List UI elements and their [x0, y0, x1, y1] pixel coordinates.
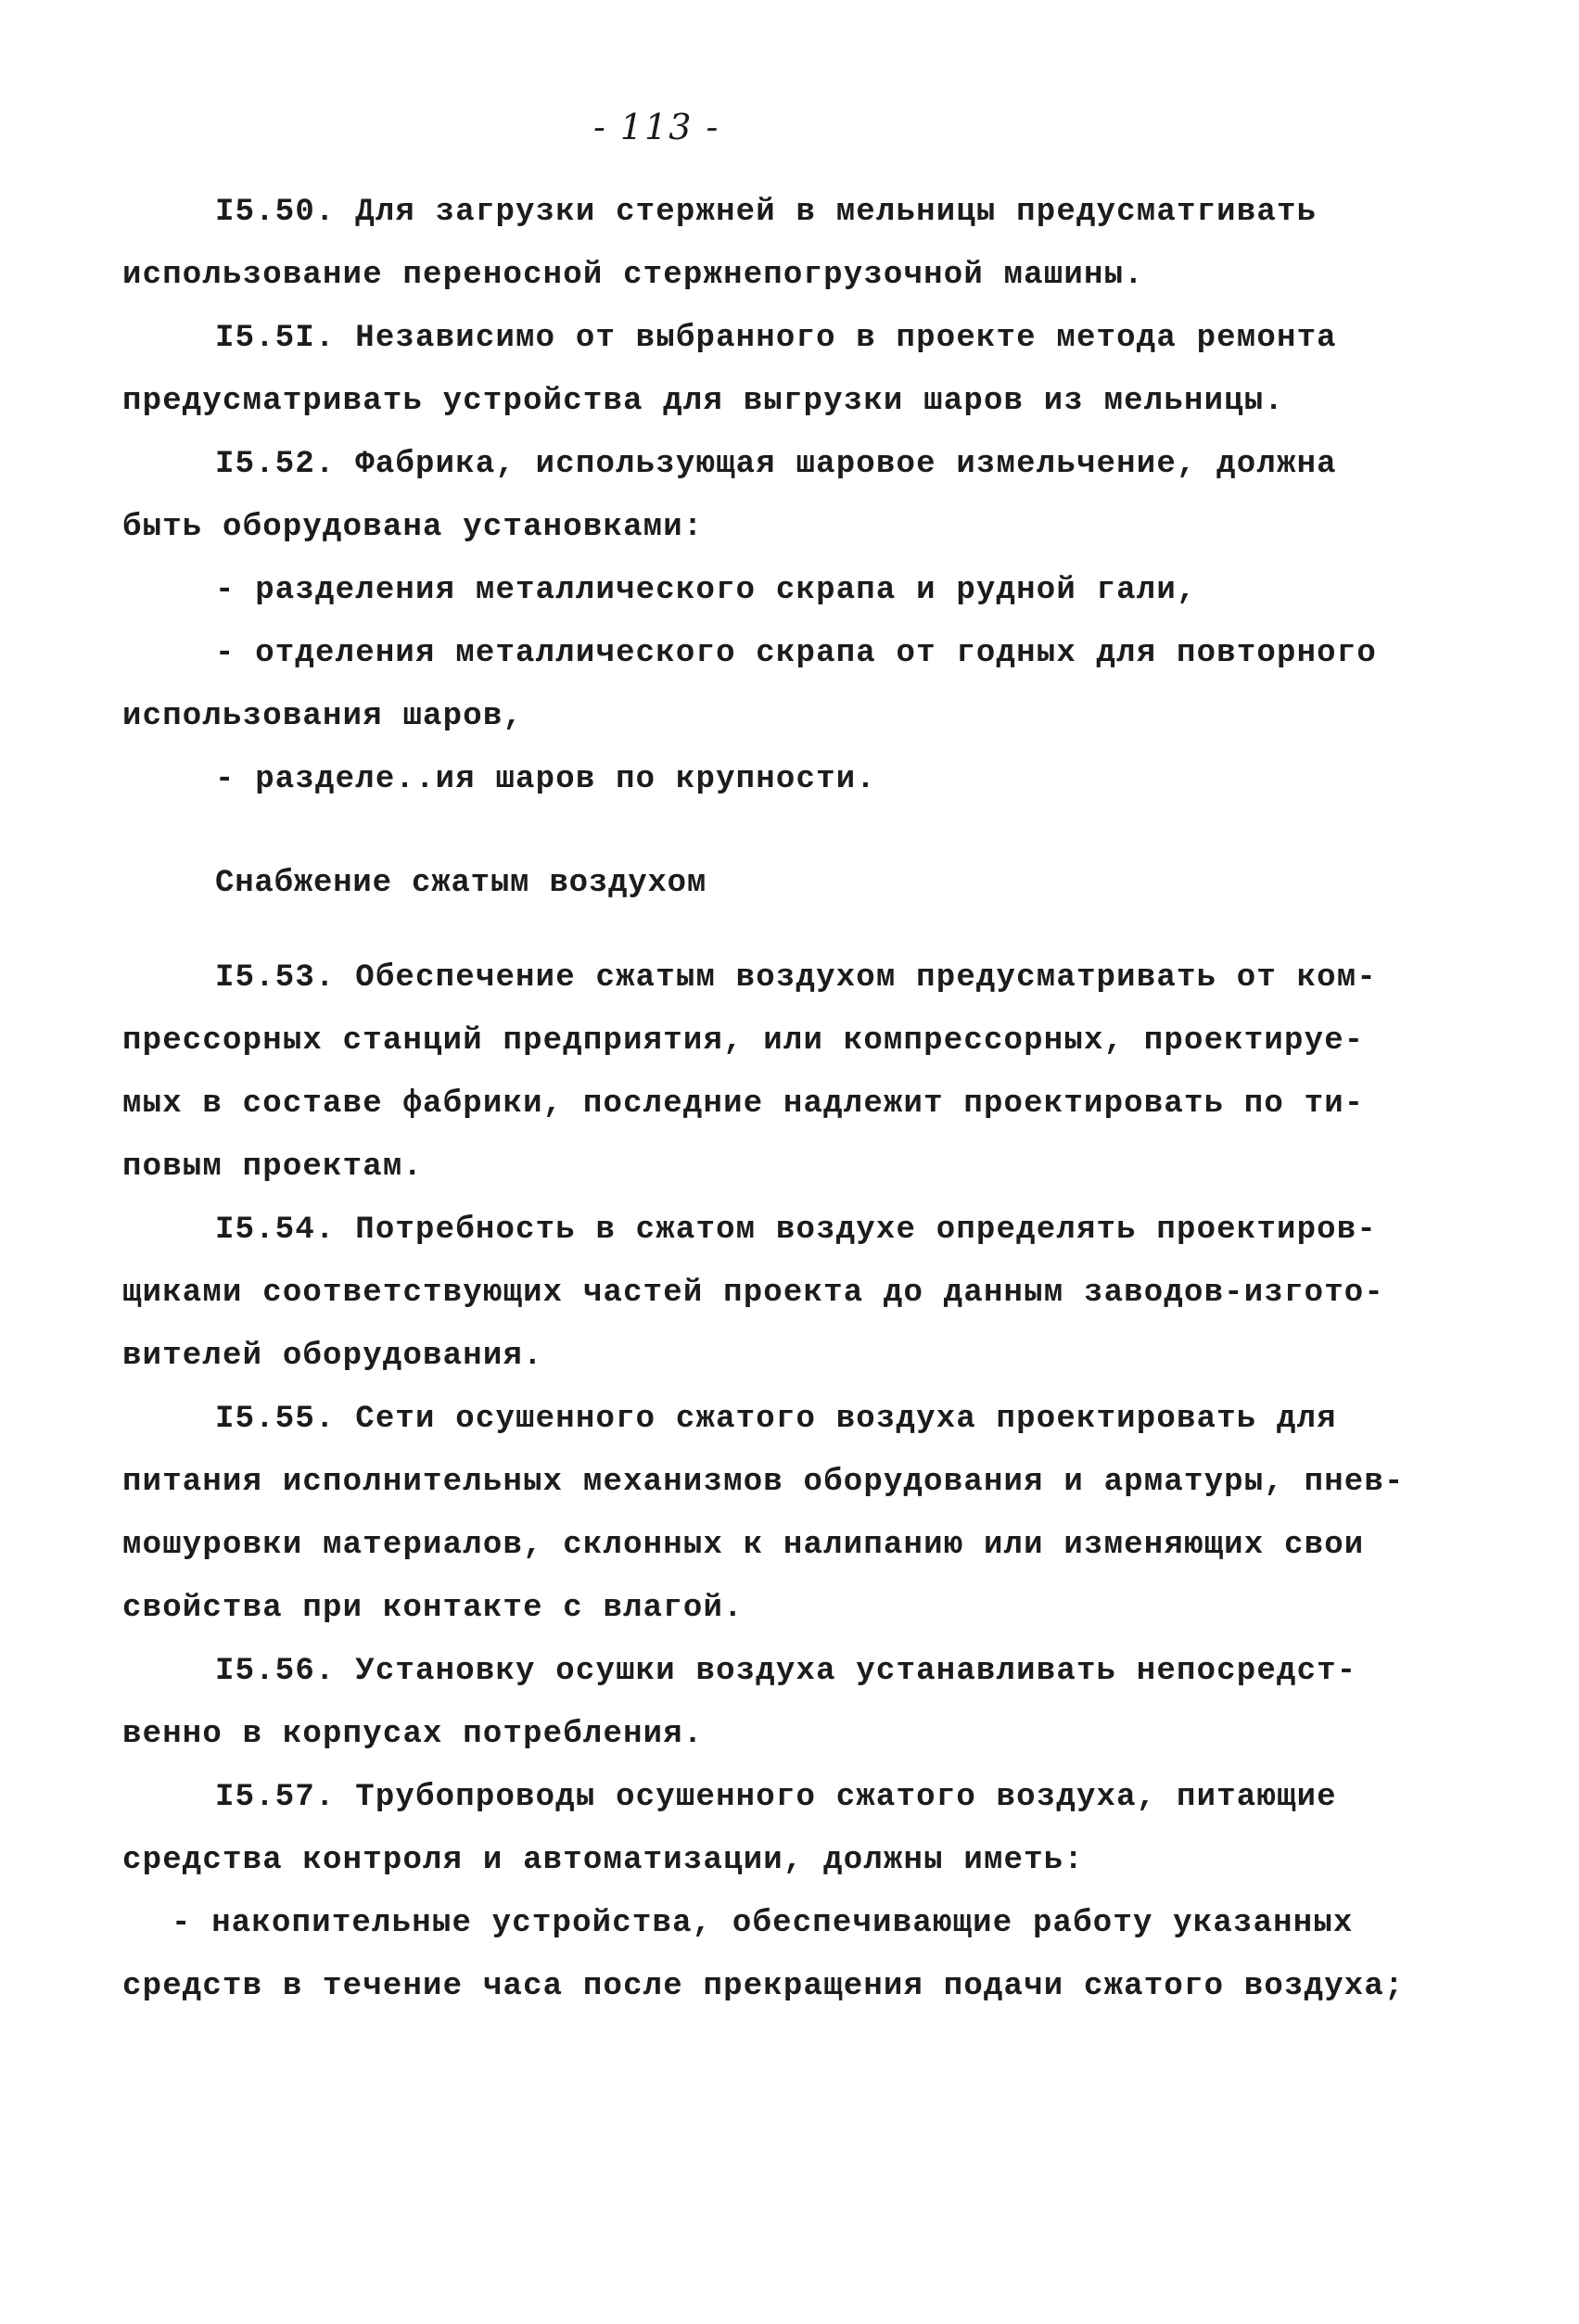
paragraph-15-55-line-2: питания исполнительных механизмов оборудования и арматуры, пнев-	[122, 1465, 1405, 1500]
list-item-1: - разделения металлического скрапа и рудной гали,	[215, 573, 1197, 608]
paragraph-15-56-line-1: I5.56. Установку осушки воздуха устанавливать непосредст-	[215, 1654, 1357, 1689]
paragraph-15-57-line-2: средства контроля и автоматизации, должны иметь:	[122, 1843, 1084, 1878]
paragraph-15-52-line-1: I5.52. Фабрика, использующая шаровое измельчение, должна	[215, 447, 1337, 482]
paragraph-15-53-line-4: повым проектам.	[122, 1149, 424, 1185]
paragraph-15-50-line-1: I5.50. Для загрузки стержней в мельницы предусматгивать	[215, 195, 1318, 230]
paragraph-15-55-line-1: I5.55. Сети осушенного сжатого воздуха проектировать для	[215, 1402, 1337, 1437]
paragraph-15-55-line-4: свойства при контакте с влагой.	[122, 1591, 744, 1626]
paragraph-15-51-line-1: I5.5I. Независимо от выбранного в проекте метода ремонта	[215, 321, 1337, 356]
paragraph-15-53-line-3: мых в составе фабрики, последние надлежит проектировать по ти-	[122, 1086, 1365, 1122]
paragraph-15-54-line-3: вителей оборудования.	[122, 1339, 543, 1374]
paragraph-15-54-line-1: I5.54. Потребность в сжатом воздухе определять проектиров-	[215, 1213, 1377, 1248]
list-item-3: - разделе..ия шаров по крупности.	[215, 762, 876, 797]
paragraph-15-53-line-1: I5.53. Обеспечение сжатым воздухом предусматривать от ком-	[215, 960, 1377, 996]
list-item-4-line-1: - накопительные устройства, обеспечивающие работу указанных	[172, 1906, 1354, 1941]
paragraph-15-50-line-2: использование переносной стержнепогрузочной машины.	[122, 258, 1144, 293]
list-item-4-line-2: средств в течение часа после прекращения подачи сжатого воздуха;	[122, 1969, 1405, 2004]
paragraph-15-51-line-2: предусматривать устройства для выгрузки шаров из мельницы.	[122, 384, 1284, 419]
list-item-2-line-2: использования шаров,	[122, 699, 524, 734]
paragraph-15-53-line-2: прессорных станций предприятия, или компрессорных, проектируе-	[122, 1023, 1365, 1059]
paragraph-15-57-line-1: I5.57. Трубопроводы осушенного сжатого воздуха, питающие	[215, 1780, 1337, 1815]
paragraph-15-55-line-3: мошуровки материалов, склонных к налипанию или изменяющих свои	[122, 1528, 1365, 1563]
paragraph-15-56-line-2: венно в корпусах потребления.	[122, 1717, 704, 1752]
page-number: - 113 -	[593, 107, 720, 147]
paragraph-15-52-line-2: быть оборудована установками:	[122, 510, 704, 545]
section-heading: Снабжение сжатым воздухом	[215, 866, 707, 901]
list-item-2-line-1: - отделения металлического скрапа от годных для повторного	[215, 636, 1377, 671]
paragraph-15-54-line-2: щиками соответствующих частей проекта до данным заводов-изгото-	[122, 1276, 1385, 1311]
